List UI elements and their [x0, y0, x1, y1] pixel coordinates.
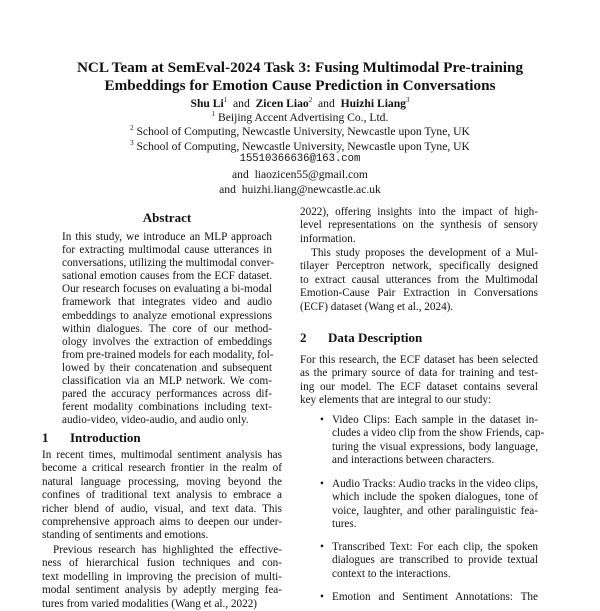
email-line	[0, 183, 600, 196]
author-name: Shu Li	[190, 97, 224, 110]
intro-paragraph	[42, 449, 282, 543]
and-text: and	[233, 97, 250, 110]
text-line: modal sentiment analysis by adeptly merging fea-	[42, 584, 282, 597]
text-line: In this study, we introduce an MLP approach	[62, 231, 272, 243]
author-mark: 1	[223, 96, 228, 105]
affiliation	[0, 140, 600, 153]
text-line: standing of sentiments and emotions.	[42, 529, 209, 542]
right-paragraph	[300, 247, 538, 314]
email[interactable]: 15510366636@163.com	[239, 153, 361, 165]
text-line: information.	[300, 232, 356, 245]
author-name: Zicen Liao	[255, 97, 309, 110]
right-paragraph	[300, 206, 538, 246]
text-line: for extracting multimodal cause utterances in	[62, 244, 272, 257]
affiliation	[0, 125, 600, 138]
email[interactable]: liaozicen55@gmail.com	[254, 168, 368, 181]
bullet-item	[320, 591, 538, 604]
text-line: dialogues are transcribed to provide textual	[332, 554, 538, 567]
text-line: ferent modality combinations including text-	[62, 401, 272, 414]
author-mark: 2	[308, 96, 313, 105]
text-line: turing the visual expressions, body language,	[332, 440, 538, 453]
section-heading-data-description	[300, 330, 422, 345]
author-name: Huizhi Liang	[340, 97, 406, 110]
text-line: Video Clips: Each sample in the dataset in-	[332, 414, 538, 426]
affiliation-mark: 1	[211, 110, 216, 119]
affiliation-mark: 2	[130, 124, 134, 133]
email[interactable]: huizhi.liang@newcastle.ac.uk	[241, 183, 381, 196]
bullet-item	[320, 414, 545, 468]
affiliation-text: School of Computing, Newcastle University, Newcastle upon Tyne, UK	[136, 125, 470, 138]
text-line: Previous research has highlighted the effective-	[53, 544, 282, 556]
text-line: from pre-trained models for each modality, fol-	[62, 348, 274, 361]
abstract-body	[62, 231, 272, 427]
text-line: tures from varied modalities (Wang et al., 2022)	[42, 597, 258, 610]
text-line: audio-video, video-audio, and audio only.	[62, 414, 249, 427]
text-line: natural language processing, moving beyond the	[42, 475, 282, 488]
section-heading-introduction	[42, 430, 141, 445]
affiliation-mark: 3	[130, 139, 134, 148]
text-line: embeddings to analyze emotional expressions	[62, 309, 272, 322]
section-number: 2	[300, 330, 307, 345]
author-line	[0, 97, 600, 110]
bullet-item	[320, 541, 538, 581]
paper-title-line: Embeddings for Emotion Cause Prediction in Conversations	[104, 77, 496, 94]
text-line: become a critical research frontier in the realm of	[42, 462, 282, 475]
and-text: and	[219, 183, 236, 196]
section-title: Data Description	[328, 330, 423, 345]
bullet-icon: •	[320, 591, 324, 603]
text-line: classification via an MLP network. We com-	[62, 375, 272, 388]
text-line: This study proposes the development of a Mul-	[311, 247, 538, 259]
text-line: context to the interactions.	[332, 567, 451, 580]
text-line: Our research focuses on evaluating a bi-modal	[62, 283, 272, 296]
bullet-item	[320, 478, 538, 532]
text-line: Emotion and Sentiment Annotations: The	[332, 591, 538, 603]
text-line: as the primary source of data for training and test-	[300, 367, 538, 380]
text-line: key elements that are integral to our study:	[300, 394, 492, 407]
text-line: which include the spoken dialogues, tone of	[332, 491, 538, 504]
text-line: Emotion-Cause Pair Extraction in Conversations	[300, 287, 538, 300]
author-mark: 3	[405, 96, 410, 105]
data-description-intro	[300, 354, 538, 408]
affiliation-text: School of Computing, Newcastle University, Newcastle upon Tyne, UK	[136, 140, 470, 153]
text-line: comprehensive approach aims to deepen our under-	[42, 515, 282, 528]
text-line: framework that integrates video and audio	[62, 296, 272, 309]
text-line: tures.	[332, 518, 357, 531]
paper-title-line: NCL Team at SemEval-2024 Task 3: Fusing Multimodal Pre-training	[76, 59, 524, 76]
text-line: (ECF) dataset (Wang et al., 2024).	[300, 300, 454, 313]
text-line: pared the accuracy performances across dif-	[62, 388, 272, 401]
bullet-icon: •	[320, 478, 324, 490]
email-line	[0, 168, 600, 181]
text-line: In recent times, multimodal sentiment analysis has	[42, 449, 282, 461]
text-line: ing our model. The ECF dataset contains several	[300, 380, 538, 393]
text-line: within dialogues. The core of our method-	[62, 322, 272, 335]
text-line: level representations on the synthesis of sensory	[300, 219, 538, 232]
affiliation-text: Beijing Accent Advertising Co., Ltd.	[218, 111, 389, 124]
text-line: Transcribed Text: For each clip, the spoken	[332, 541, 538, 553]
text-line: ology involves the extraction of embeddings	[62, 335, 272, 348]
text-line: voice, laughter, and other paralinguistic fea-	[332, 504, 538, 517]
text-line: For this research, the ECF dataset has been selected	[300, 354, 538, 366]
affiliation	[0, 111, 600, 124]
and-text: and	[318, 97, 335, 110]
text-line: text modelling in improving the precision of multi-	[42, 570, 282, 583]
text-line: and interactions between characters.	[332, 454, 495, 467]
text-line: confines of traditional text analysis to embrace a	[42, 489, 282, 502]
text-line: 2022), offering insights into the impact of high-	[300, 206, 538, 218]
bullet-icon: •	[320, 541, 324, 553]
and-text: and	[232, 168, 249, 181]
text-line: tilayer Perceptron network, specifically designed	[300, 260, 538, 273]
text-line: cludes a video clip from the show Friends, cap-	[332, 427, 545, 440]
text-line: richer blend of audio, visual, and text data. This	[42, 502, 282, 515]
text-line: sational emotion causes from the ECF dataset.	[62, 270, 272, 283]
bullet-icon: •	[320, 414, 324, 426]
section-number: 1	[42, 430, 49, 445]
section-title: Introduction	[70, 430, 141, 445]
text-line: lowed by their concatenation and subsequent	[62, 361, 272, 374]
text-line: conversations, utilizing the multimodal conver-	[62, 257, 274, 270]
text-line: ness of hierarchical fusion techniques and con-	[42, 557, 282, 570]
text-line: to extract causal utterances from the Multimodal	[300, 273, 538, 286]
abstract-heading: Abstract	[142, 210, 192, 225]
text-line: Audio Tracks: Audio tracks in the video clips,	[332, 478, 538, 490]
intro-paragraph	[42, 544, 282, 611]
